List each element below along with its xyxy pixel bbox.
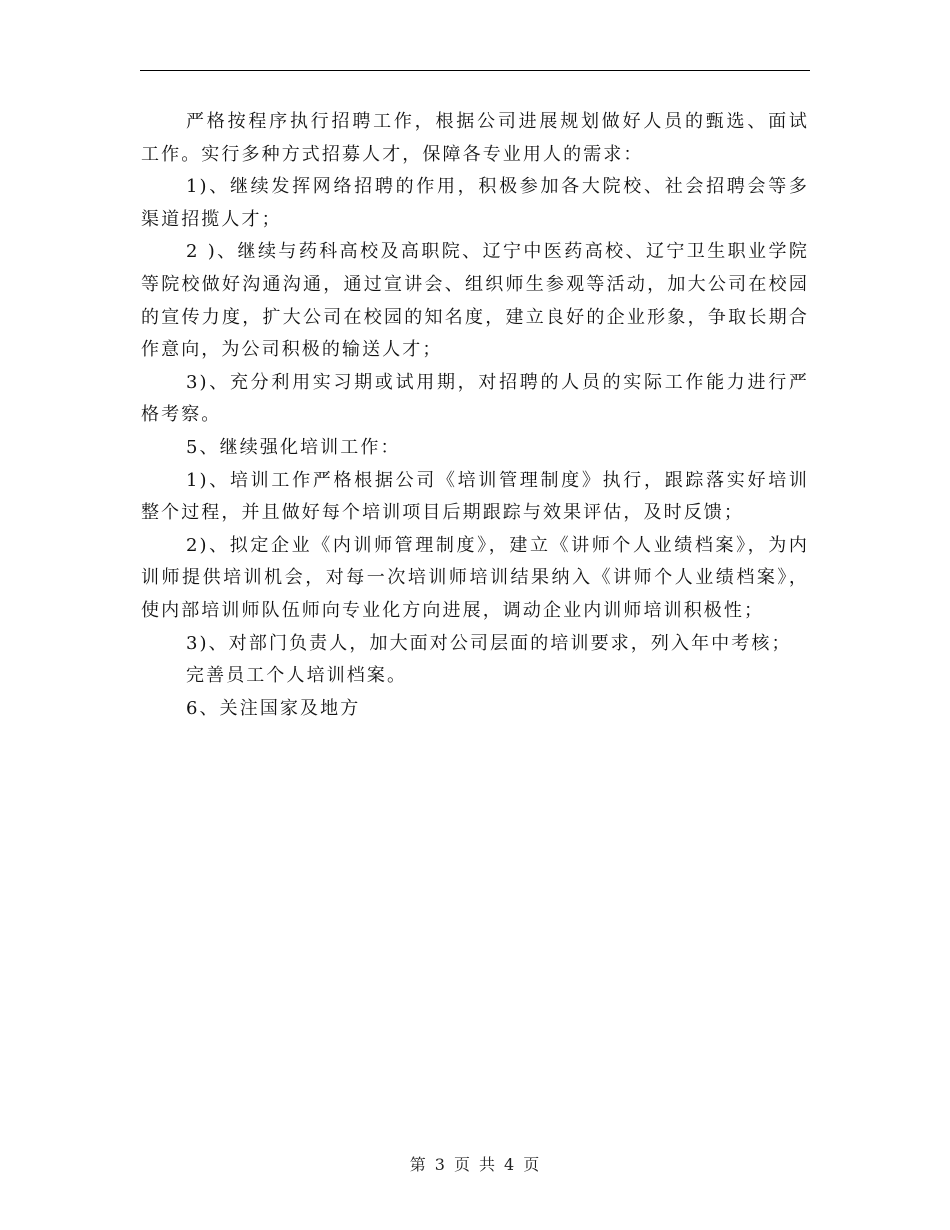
footer-prefix: 第 — [409, 1155, 427, 1174]
paragraph-training-item-1: 1)、培训工作严格根据公司《培训管理制度》执行，跟踪落实好培训整个过程，并且做好每个培训项目后期跟踪与效果评估，及时反馈； — [141, 469, 809, 524]
paragraph-training-item-3: 3)、对部门负责人，加大面对公司层面的培训要求，列入年中考核； — [186, 632, 792, 654]
paragraph-recruitment-intro: 严格按程序执行招聘工作，根据公司进展规划做好人员的甄选、面试工作。实行多种方式招募人才，保障各专业用人的需求： — [141, 111, 809, 165]
paragraph-training-heading: 5、继续强化培训工作： — [186, 436, 401, 458]
footer-total-pages: 4 — [504, 1155, 516, 1174]
footer-suffix: 页 — [523, 1155, 541, 1174]
paragraph-recruitment-item-2: 2 )、继续与药科高校及高职院、辽宁中医药高校、辽宁卫生职业学院等院校做好沟通沟通，通过宣讲会、组织师生参观等活动，加大公司在校园的宣传力度，扩大公司在校园的知名度，建立良好的企业形象，争取长期合作意向，为公司积极的输送人才； — [141, 241, 809, 361]
paragraph-recruitment-item-3: 3)、充分利用实习期或试用期，对招聘的人员的实际工作能力进行严格考察。 — [141, 371, 809, 426]
paragraph-training-item-2: 2)、拟定企业《内训师管理制度》，建立《讲师个人业绩档案》，为内训师提供培训机会，对每一次培训师培训结果纳入《讲师个人业绩档案》，使内部培训师队伍师向专业化方向进展，调动企业内训师培训积极性； — [141, 534, 809, 621]
paragraph-recruitment-item-1: 1)、继续发挥网络招聘的作用，积极参加各大院校、社会招聘会等多渠道招揽人才； — [141, 176, 809, 230]
footer-current-page: 3 — [434, 1155, 446, 1174]
footer-page-word: 页 — [453, 1155, 471, 1174]
page-footer — [0, 1152, 950, 1175]
paragraph-training-archive: 完善员工个人培训档案。 — [186, 665, 408, 687]
header-rule — [140, 70, 810, 71]
footer-total-word: 共 — [479, 1155, 497, 1174]
document-body — [141, 106, 809, 725]
paragraph-section-6-heading: 6、关注国家及地方 — [186, 697, 361, 719]
